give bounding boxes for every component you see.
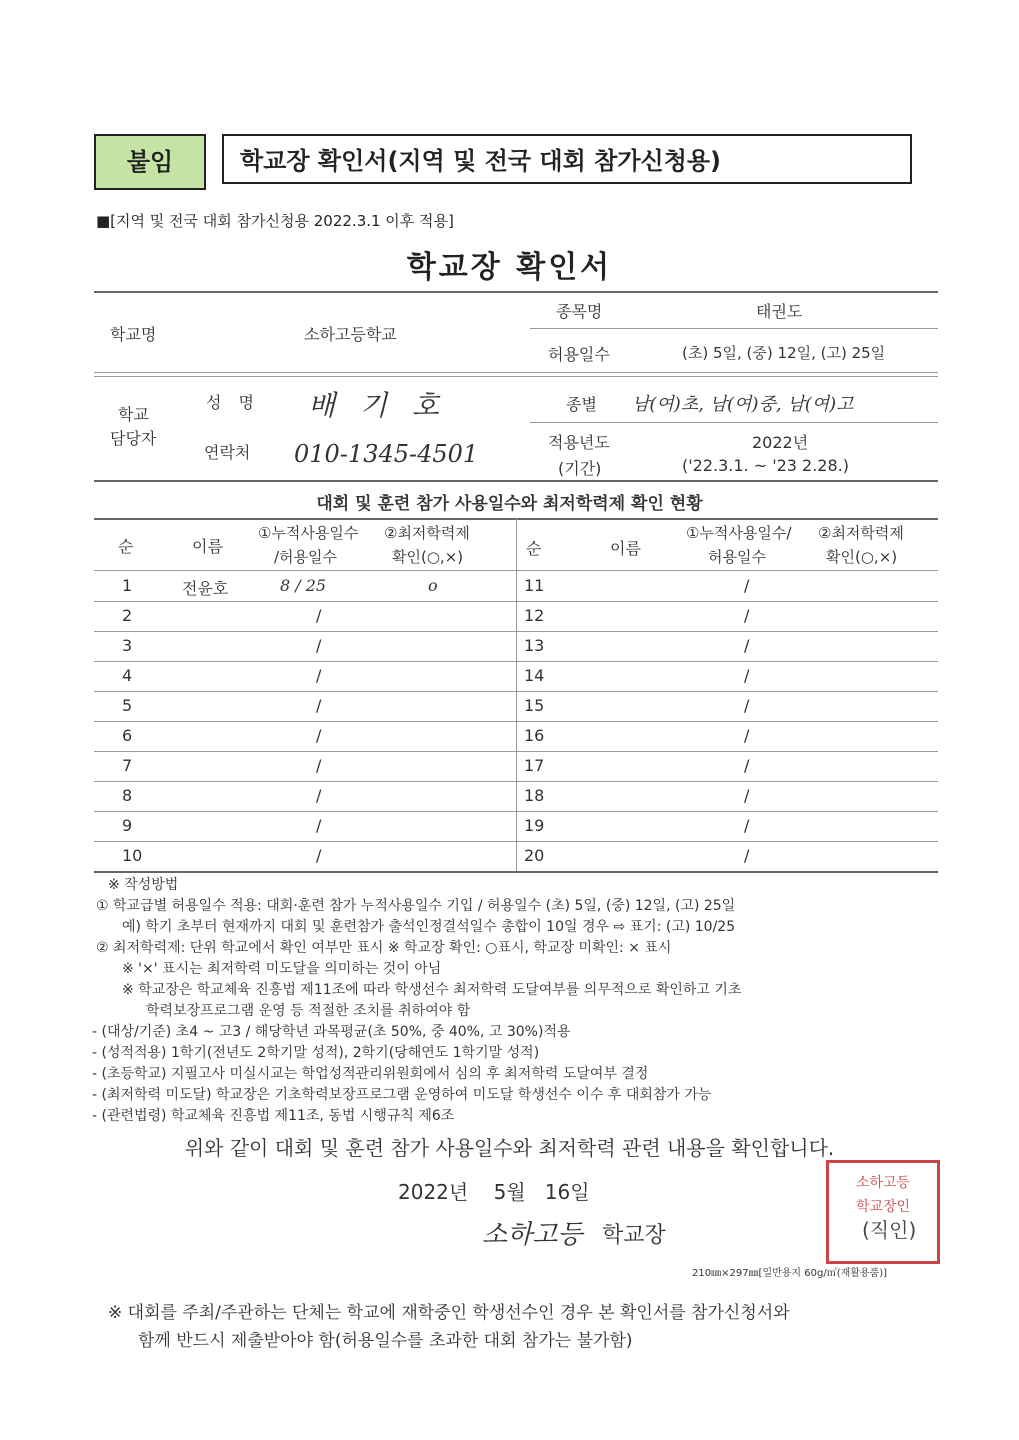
stamp-text-1: 소하고등 xyxy=(855,1175,911,1191)
row-days: / xyxy=(744,666,750,685)
type-label: 종별 xyxy=(566,395,597,414)
allow-days-label: 허용일수 xyxy=(548,345,610,364)
seal-mark: (직인) xyxy=(862,1218,917,1242)
col-days-right-2: 허용일수 xyxy=(708,548,766,566)
row-separator xyxy=(94,601,938,602)
row-days: / xyxy=(316,726,322,745)
row-days: / xyxy=(316,756,322,775)
instruction-line: 학력보장프로그램 운영 등 적절한 조치를 취하여야 함 xyxy=(146,1003,471,1019)
row-days: / xyxy=(744,606,750,625)
row-days: / xyxy=(316,846,322,865)
row-days: 8 / 25 xyxy=(280,576,327,595)
paper-spec: 210㎜×297㎜[일반용지 60g/㎡(재활용품)] xyxy=(692,1268,888,1279)
attachment-badge: 붙임 xyxy=(94,134,206,190)
instruction-line: ※ 작성방법 xyxy=(108,877,179,893)
row-days: / xyxy=(744,576,750,595)
row-number: 7 xyxy=(122,756,133,775)
row-days: / xyxy=(316,786,322,805)
row-number: 14 xyxy=(524,666,545,685)
row-number: 4 xyxy=(122,666,133,685)
instruction-line: ※ '×' 표시는 최저학력 미도달을 의미하는 것이 아님 xyxy=(122,961,442,977)
main-title: 학교장 확인서 xyxy=(406,250,613,285)
row-separator xyxy=(94,811,938,812)
row-check: o xyxy=(428,576,438,595)
col-days-left-2: /허용일수 xyxy=(274,548,338,566)
col-no-left: 순 xyxy=(118,537,134,556)
row-separator xyxy=(94,631,938,632)
row-days: / xyxy=(744,786,750,805)
col-no-right: 순 xyxy=(526,539,542,558)
row-days: / xyxy=(744,756,750,775)
usage-table-divider xyxy=(516,518,517,872)
school-name-handwritten: 소하고등 xyxy=(482,1220,583,1250)
col-name-right: 이름 xyxy=(610,539,641,558)
col-days-right-1: ①누적사용일수/ xyxy=(686,524,792,542)
row-days: / xyxy=(744,636,750,655)
row-number: 2 xyxy=(122,606,133,625)
instruction-line: ※ 학교장은 학교체육 진흥법 제11조에 따라 학생선수 최저학력 도달여부를 의무적으로 확인하고 기초 xyxy=(122,982,742,998)
info-top-border xyxy=(94,291,938,293)
period-value: ('22.3.1. ~ '23 2.28.) xyxy=(682,456,849,475)
row-separator xyxy=(94,721,938,722)
row-number: 16 xyxy=(524,726,545,745)
row-days: / xyxy=(316,816,322,835)
row-number: 1 xyxy=(122,576,133,595)
row-number: 9 xyxy=(122,816,133,835)
instruction-line: - (초등학교) 지필고사 미실시교는 학업성적관리위원회에서 심의 후 최저학력 도달여부 결정 xyxy=(92,1066,649,1082)
instruction-line: ② 최저학력제: 단위 학교에서 확인 여부만 표시 ※ 학교장 확인: ○표시, 학교장 미확인: × 표시 xyxy=(96,940,672,956)
event-label: 종목명 xyxy=(556,302,603,321)
row-number: 10 xyxy=(122,846,143,865)
manager-label-2: 담당자 xyxy=(110,429,157,448)
col-check-right-2: 확인(○,×) xyxy=(826,548,898,566)
info-line-3 xyxy=(530,422,938,423)
instruction-line: - (관련법령) 학교체육 진흥법 제11조, 동법 시행규칙 제6조 xyxy=(92,1108,455,1124)
row-days: / xyxy=(744,696,750,715)
col-name-left: 이름 xyxy=(192,537,223,556)
principal-title: 학교장 xyxy=(602,1223,666,1248)
row-days: / xyxy=(744,816,750,835)
row-number: 20 xyxy=(524,846,545,865)
usage-table-title: 대회 및 훈련 참가 사용일수와 최저학력제 확인 현황 xyxy=(316,494,703,514)
row-number: 6 xyxy=(122,726,133,745)
row-separator xyxy=(94,751,938,752)
row-days: / xyxy=(316,666,322,685)
confirmation-date: 2022년 5월 16일 xyxy=(398,1180,590,1204)
applicability-note: ■[지역 및 전국 대회 참가신청용 2022.3.1 이후 적용] xyxy=(96,212,454,230)
row-number: 18 xyxy=(524,786,545,805)
row-days: / xyxy=(316,636,322,655)
row-name: 전윤호 xyxy=(182,579,229,598)
info-line-2b xyxy=(94,376,938,377)
instruction-line: - (성적적용) 1학기(전년도 2학기말 성적), 2학기(당해연도 1학기말 성적) xyxy=(92,1045,540,1061)
row-number: 3 xyxy=(122,636,133,655)
info-line-1 xyxy=(530,328,938,329)
instruction-line: - (최저학력 미도달) 학교장은 기초학력보장프로그램 운영하여 미도달 학생선수 이수 후 대회참가 가능 xyxy=(92,1087,712,1103)
row-number: 15 xyxy=(524,696,545,715)
row-number: 8 xyxy=(122,786,133,805)
info-line-2 xyxy=(94,372,938,373)
row-separator xyxy=(94,841,938,842)
official-seal-stamp xyxy=(826,1160,940,1264)
row-days: / xyxy=(316,606,322,625)
footer-note-line-2: 함께 반드시 제출받아야 함(허용일수를 초과한 대회 참가는 불가함) xyxy=(138,1331,633,1351)
row-days: / xyxy=(316,696,322,715)
stamp-text-2: 학교장인 xyxy=(855,1199,911,1215)
period-label: (기간) xyxy=(558,459,602,478)
row-number: 17 xyxy=(524,756,545,775)
school-name-value: 소하고등학교 xyxy=(304,325,397,344)
row-number: 13 xyxy=(524,636,545,655)
row-days: / xyxy=(744,726,750,745)
row-separator xyxy=(94,661,938,662)
row-number: 19 xyxy=(524,816,545,835)
school-name-label: 학교명 xyxy=(110,325,157,344)
instruction-line: - (대상/기준) 초4 ~ 고3 / 해당학년 과목평균(초 50%, 중 40%, 고 30%)적용 xyxy=(92,1024,571,1040)
row-number: 12 xyxy=(524,606,545,625)
row-separator xyxy=(94,691,938,692)
usage-table-bottom xyxy=(94,871,938,873)
row-number: 11 xyxy=(524,576,545,595)
allow-days-value: (초) 5일, (중) 12일, (고) 25일 xyxy=(682,344,886,362)
col-check-right-1: ②최저학력제 xyxy=(818,524,904,542)
manager-name-handwritten: 배 기 호 xyxy=(308,389,447,422)
event-value: 태권도 xyxy=(756,302,803,321)
instruction-line: 예) 학기 초부터 현재까지 대회 및 훈련참가 출석인정결석일수 총합이 10일 경우 ⇨ 표기: (고) 10/25 xyxy=(122,919,736,935)
name-label: 성 명 xyxy=(206,393,260,412)
row-days: / xyxy=(744,846,750,865)
contact-label: 연락처 xyxy=(204,443,251,462)
year-value: 2022년 xyxy=(752,433,809,452)
document-title-box: 학교장 확인서(지역 및 전국 대회 참가신청용) xyxy=(222,134,912,184)
footer-note-line-1: ※ 대회를 주최/주관하는 단체는 학교에 재학중인 학생선수인 경우 본 확인서를 참가신청서와 xyxy=(108,1303,790,1323)
type-value: 남(여)초, 남(여)중, 남(여)고 xyxy=(632,394,854,415)
col-check-left-2: 확인(○,×) xyxy=(392,548,464,566)
info-bottom-border xyxy=(94,480,938,482)
col-days-left-1: ①누적사용일수 xyxy=(258,524,359,542)
col-check-left-1: ②최저학력제 xyxy=(384,524,470,542)
manager-label-1: 학교 xyxy=(118,405,149,424)
year-label: 적용년도 xyxy=(548,433,610,452)
confirmation-statement: 위와 같이 대회 및 훈련 참가 사용일수와 최저학력 관련 내용을 확인합니다. xyxy=(184,1136,835,1160)
row-number: 5 xyxy=(122,696,133,715)
contact-handwritten: 010-1345-4501 xyxy=(294,440,479,468)
row-separator xyxy=(94,781,938,782)
instruction-line: ① 학교급별 허용일수 적용: 대회·훈련 참가 누적사용일수 기입 / 허용일수 (초) 5일, (중) 12일, (고) 25일 xyxy=(96,898,736,914)
